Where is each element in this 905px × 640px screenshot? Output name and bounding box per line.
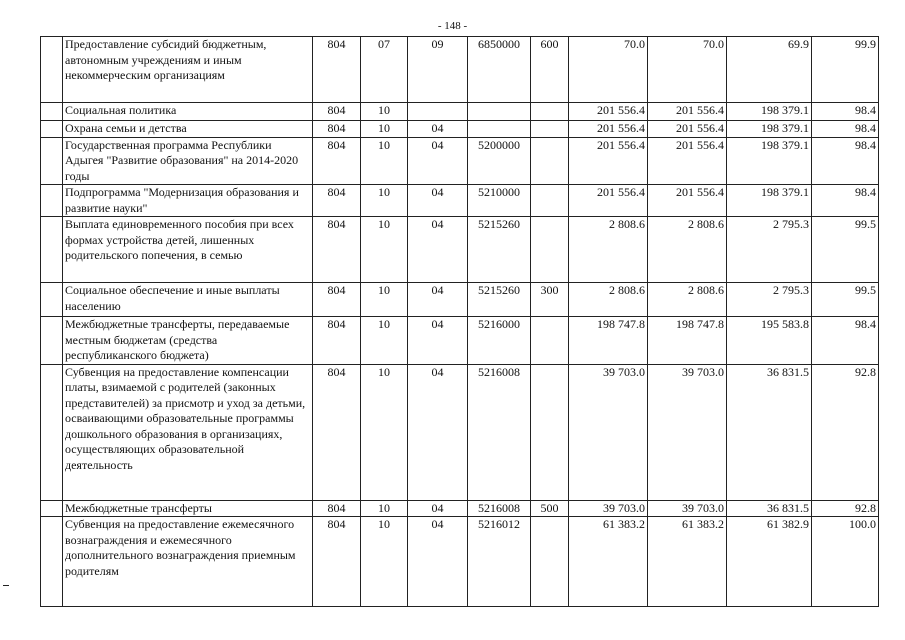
cell-vr: 600 (531, 37, 569, 103)
cell-vr (531, 364, 569, 500)
table-row (41, 217, 879, 283)
cell-approved: 201 556.4 (648, 185, 727, 217)
cell-executed: 195 583.8 (727, 317, 812, 365)
cell-approved: 2 808.6 (648, 283, 727, 317)
row-name: Социальное обеспечение и иные выплаты населению (63, 283, 313, 317)
cell-plan: 70.0 (569, 37, 648, 103)
cell-csr: 5216008 (468, 364, 531, 500)
cell-approved: 39 703.0 (648, 364, 727, 500)
table-row (41, 317, 879, 365)
cell-executed: 198 379.1 (727, 185, 812, 217)
cell-executed: 198 379.1 (727, 137, 812, 185)
cell-csr: 5215260 (468, 217, 531, 283)
cell-plan: 201 556.4 (569, 103, 648, 121)
cell-percent: 98.4 (812, 121, 879, 138)
cell-pr: 04 (408, 500, 468, 517)
cell-executed: 36 831.5 (727, 500, 812, 517)
cell-vr (531, 517, 569, 607)
cell-approved: 61 383.2 (648, 517, 727, 607)
cell-pr: 04 (408, 137, 468, 185)
cell-pr: 04 (408, 185, 468, 217)
row-name: Субвенция на предоставление компенсации платы, взимаемой с родителей (законных представителей) за присмотр и уход за детьми, осваивающими образовательные программы дошкольного образования в организациях, осуществляющих образовательной деятельность (63, 364, 313, 500)
cell-executed: 69.9 (727, 37, 812, 103)
row-margin-cell (41, 500, 63, 517)
row-name: Межбюджетные трансферты, передаваемые местным бюджетам (средства республиканского бюджета) (63, 317, 313, 365)
cell-ved: 804 (313, 500, 361, 517)
cell-csr: 6850000 (468, 37, 531, 103)
cell-ved: 804 (313, 217, 361, 283)
table-row (41, 37, 879, 103)
cell-csr: 5200000 (468, 137, 531, 185)
cell-pr: 04 (408, 317, 468, 365)
row-name: Подпрограмма "Модернизация образования и развитие науки" (63, 185, 313, 217)
cell-rz: 10 (361, 121, 408, 138)
row-margin-cell (41, 37, 63, 103)
cell-approved: 201 556.4 (648, 121, 727, 138)
cell-percent: 100.0 (812, 517, 879, 607)
cell-rz: 10 (361, 283, 408, 317)
table-row (41, 185, 879, 217)
cell-executed: 61 382.9 (727, 517, 812, 607)
row-name: Охрана семьи и детства (63, 121, 313, 138)
cell-percent: 92.8 (812, 500, 879, 517)
cell-percent: 99.9 (812, 37, 879, 103)
cell-ved: 804 (313, 517, 361, 607)
cell-pr: 04 (408, 283, 468, 317)
cell-ved: 804 (313, 103, 361, 121)
cell-executed: 198 379.1 (727, 121, 812, 138)
cell-csr: 5216012 (468, 517, 531, 607)
cell-pr: 09 (408, 37, 468, 103)
cell-vr: 300 (531, 283, 569, 317)
cell-vr (531, 137, 569, 185)
cell-rz: 07 (361, 37, 408, 103)
margin-mark (3, 585, 9, 586)
cell-ved: 804 (313, 317, 361, 365)
row-margin-cell (41, 137, 63, 185)
cell-rz: 10 (361, 217, 408, 283)
row-name: Выплата единовременного пособия при всех формах устройства детей, лишенных родительского попечения, в семью (63, 217, 313, 283)
cell-ved: 804 (313, 283, 361, 317)
row-name: Субвенция на предоставление ежемесячного вознаграждения и ежемесячного дополнительного вознаграждения приемным родителям (63, 517, 313, 607)
row-margin-cell (41, 517, 63, 607)
cell-rz: 10 (361, 500, 408, 517)
cell-pr: 04 (408, 121, 468, 138)
row-name: Предоставление субсидий бюджетным, автономным учреждениям и иным некоммерческим организациям (63, 37, 313, 103)
row-margin-cell (41, 185, 63, 217)
cell-executed: 198 379.1 (727, 103, 812, 121)
cell-percent: 99.5 (812, 283, 879, 317)
cell-ved: 804 (313, 185, 361, 217)
cell-rz: 10 (361, 317, 408, 365)
row-margin-cell (41, 217, 63, 283)
cell-csr: 5215260 (468, 283, 531, 317)
page-number: - 148 - (437, 20, 468, 32)
cell-plan: 198 747.8 (569, 317, 648, 365)
cell-csr: 5216000 (468, 317, 531, 365)
cell-vr (531, 121, 569, 138)
table-row (41, 364, 879, 500)
cell-approved: 39 703.0 (648, 500, 727, 517)
cell-percent: 92.8 (812, 364, 879, 500)
cell-ved: 804 (313, 37, 361, 103)
row-margin-cell (41, 317, 63, 365)
cell-percent: 98.4 (812, 185, 879, 217)
cell-plan: 2 808.6 (569, 217, 648, 283)
cell-plan: 201 556.4 (569, 137, 648, 185)
cell-vr: 500 (531, 500, 569, 517)
cell-approved: 201 556.4 (648, 103, 727, 121)
cell-vr (531, 317, 569, 365)
cell-rz: 10 (361, 364, 408, 500)
cell-pr (408, 103, 468, 121)
cell-plan: 201 556.4 (569, 185, 648, 217)
row-name: Социальная политика (63, 103, 313, 121)
table-row (41, 121, 879, 138)
cell-ved: 804 (313, 137, 361, 185)
cell-plan: 39 703.0 (569, 364, 648, 500)
cell-csr: 5210000 (468, 185, 531, 217)
cell-vr (531, 185, 569, 217)
cell-plan: 61 383.2 (569, 517, 648, 607)
cell-csr (468, 121, 531, 138)
cell-vr (531, 103, 569, 121)
row-margin-cell (41, 121, 63, 138)
cell-pr: 04 (408, 364, 468, 500)
cell-executed: 2 795.3 (727, 217, 812, 283)
row-margin-cell (41, 364, 63, 500)
row-margin-cell (41, 103, 63, 121)
cell-rz: 10 (361, 137, 408, 185)
cell-pr: 04 (408, 517, 468, 607)
cell-percent: 99.5 (812, 217, 879, 283)
row-name: Межбюджетные трансферты (63, 500, 313, 517)
cell-percent: 98.4 (812, 317, 879, 365)
table-row (41, 103, 879, 121)
cell-rz: 10 (361, 103, 408, 121)
row-margin-cell (41, 283, 63, 317)
row-name: Государственная программа Республики Адыгея "Развитие образования" на 2014-2020 годы (63, 137, 313, 185)
cell-approved: 70.0 (648, 37, 727, 103)
budget-table (40, 36, 879, 607)
cell-plan: 201 556.4 (569, 121, 648, 138)
cell-percent: 98.4 (812, 103, 879, 121)
table-row (41, 500, 879, 517)
cell-approved: 2 808.6 (648, 217, 727, 283)
table-row (41, 517, 879, 607)
table-row (41, 283, 879, 317)
cell-percent: 98.4 (812, 137, 879, 185)
cell-rz: 10 (361, 517, 408, 607)
cell-executed: 36 831.5 (727, 364, 812, 500)
cell-csr (468, 103, 531, 121)
cell-vr (531, 217, 569, 283)
cell-ved: 804 (313, 364, 361, 500)
cell-csr: 5216008 (468, 500, 531, 517)
cell-plan: 2 808.6 (569, 283, 648, 317)
cell-approved: 198 747.8 (648, 317, 727, 365)
cell-rz: 10 (361, 185, 408, 217)
cell-executed: 2 795.3 (727, 283, 812, 317)
cell-plan: 39 703.0 (569, 500, 648, 517)
table-row (41, 137, 879, 185)
cell-pr: 04 (408, 217, 468, 283)
cell-ved: 804 (313, 121, 361, 138)
cell-approved: 201 556.4 (648, 137, 727, 185)
